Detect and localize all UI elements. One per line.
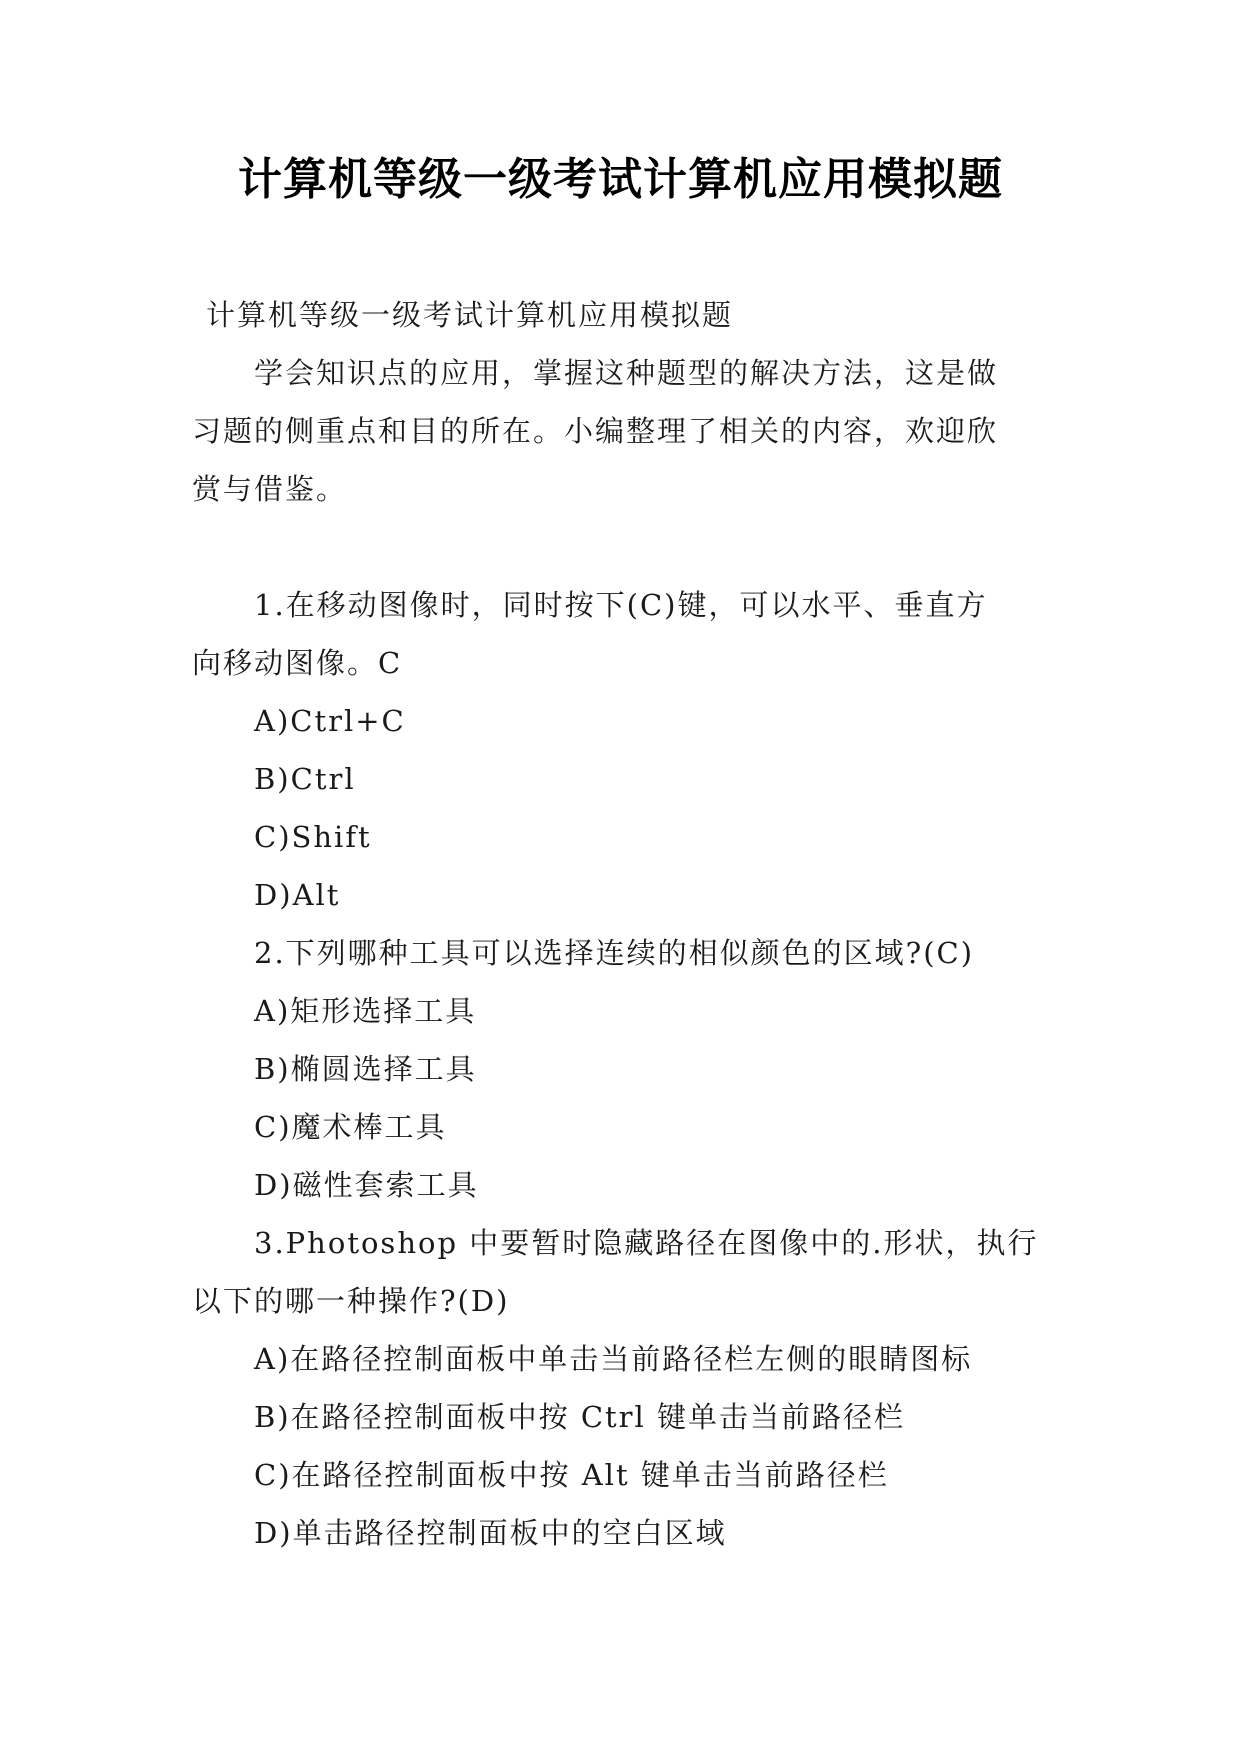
question-2 bbox=[192, 924, 1050, 1214]
question-text-line: 1.在移动图像时，同时按下(C)键，可以水平、垂直方 bbox=[254, 588, 988, 622]
question-text-line: 向移动图像。C bbox=[192, 646, 403, 680]
document-subtitle: 计算机等级一级考试计算机应用模拟题 bbox=[206, 298, 734, 332]
answer-option: C)在路径控制面板中按 Alt 键单击当前路径栏 bbox=[254, 1458, 889, 1492]
question-text-line: 3.Photoshop 中要暂时隐藏路径在图像中的.形状，执行 bbox=[254, 1226, 1039, 1260]
intro-line: 习题的侧重点和目的所在。小编整理了相关的内容，欢迎欣 bbox=[192, 414, 999, 448]
answer-option: B)在路径控制面板中按 Ctrl 键单击当前路径栏 bbox=[254, 1400, 906, 1434]
answer-option: A)在路径控制面板中单击当前路径栏左侧的眼睛图标 bbox=[254, 1342, 973, 1376]
question-text-line: 以下的哪一种操作?(D) bbox=[192, 1284, 510, 1318]
intro-paragraph bbox=[192, 344, 1050, 518]
page-title: 计算机等级一级考试计算机应用模拟题 bbox=[238, 154, 1003, 205]
answer-option: C)Shift bbox=[254, 820, 372, 854]
question-3 bbox=[192, 1214, 1050, 1562]
answer-option: C)魔术棒工具 bbox=[254, 1110, 447, 1144]
question-1 bbox=[192, 576, 1050, 924]
answer-option: B)椭圆选择工具 bbox=[254, 1052, 477, 1086]
answer-option: A)Ctrl+C bbox=[254, 704, 406, 738]
answer-option: A)矩形选择工具 bbox=[254, 994, 477, 1028]
intro-line: 赏与借鉴。 bbox=[192, 472, 348, 506]
answer-option: D)单击路径控制面板中的空白区域 bbox=[254, 1516, 727, 1550]
answer-option: B)Ctrl bbox=[254, 762, 356, 796]
intro-line: 学会知识点的应用，掌握这种题型的解决方法，这是做 bbox=[254, 356, 999, 390]
question-text-line: 2.下列哪种工具可以选择连续的相似颜色的区域?(C) bbox=[254, 936, 975, 970]
answer-option: D)Alt bbox=[254, 878, 341, 912]
answer-option: D)磁性套索工具 bbox=[254, 1168, 479, 1202]
